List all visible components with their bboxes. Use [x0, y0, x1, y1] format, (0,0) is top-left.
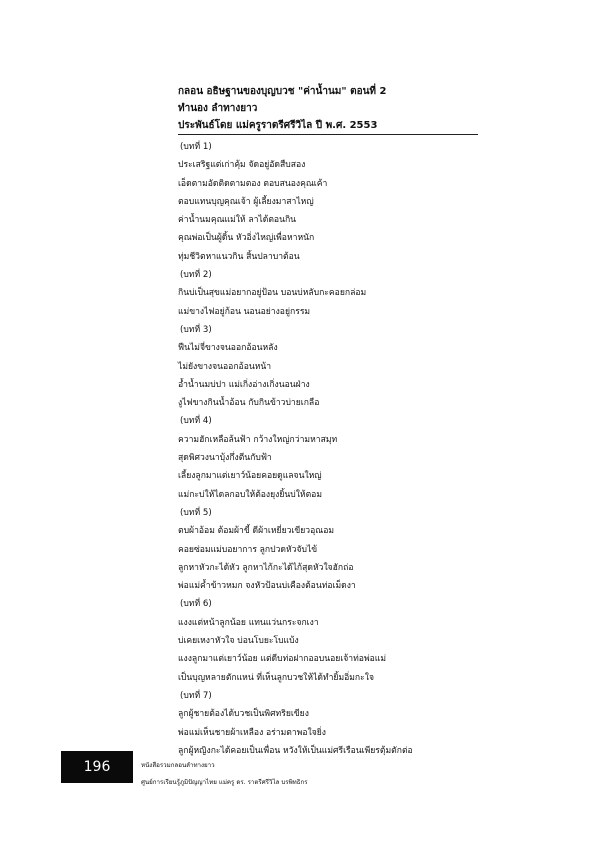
stanza-heading: (บทที่ 6)	[180, 599, 212, 610]
poem-line: ค่าน้ำนมคุณแม่ให้ ลาได้ตอนกิน	[178, 215, 297, 226]
stanza-heading: (บทที่ 4)	[180, 416, 212, 427]
poem-line: คอยซ่อมแม่บอยาการ ลูกปวดหัวจับไข้	[178, 544, 318, 555]
poem-body	[178, 138, 478, 760]
poem-line: บ่เคยเหงาหัวใจ บ่อนโบยะโบแบ้ง	[178, 636, 299, 647]
stanza-heading: (บทที่ 1)	[180, 142, 212, 152]
poem-line: แม่กะบ่ให้ไดลกอบให้ต้องยุงยิ้นบ่ให้ตอม	[178, 489, 322, 500]
poem-line: เลี้ยงลูกมาแต่เยาว์น้อยคอยดูแลจนใหญ่	[178, 471, 322, 482]
footer-book-title: หนังสือรวมกลอนลำทางยาว	[141, 762, 215, 769]
poem-line: ฟืนไม่จี่ขางจนออกอ้อนหลัง	[178, 343, 278, 354]
poem-line: ตบผ้าอ้อม ต้อมผ้าขี้ ดีผ้าเหยี่ยวเขียวอุณอม	[178, 526, 335, 537]
poem-line: ทุ่มชีวิตหาแนวกิน สิ้นปลาบาต้อน	[178, 251, 300, 262]
poem-line: พ่อแม่ค้ำข้าวหมก จงหัวป้อนบ่เคืองต้อนท่อเม็ดงา	[178, 581, 356, 592]
poem-line: แงงลูกมาแต่เยาว์น้อย แต่ดีบท่อฝากออบนอยเจ้าท่อพ่อแม่	[178, 654, 386, 665]
poem-line: ตอบแทนบุญคุณเจ้า ผู้เลี้ยงมาสาไหญ่	[178, 196, 314, 207]
poem-line: ลูกผู้ชายต้องได้บวชเป็นพิศทริยเขียง	[178, 709, 309, 720]
poem-header	[178, 83, 478, 135]
poem-melody: ทำนอง ลำทางยาว	[178, 103, 258, 114]
poem-line: งูไฟขางกินน้ำอ้อน กับกินข้าวบ่ายเกลือ	[178, 398, 320, 409]
poem-line: เอ็ดตามอัดติดตามตอง ตอบสนองคุณเค้า	[178, 178, 328, 189]
poem-line: อ้ำน้ำนมบ่ปา แม่เกิ่งอ่างเกิ่งนอนฝ่าง	[178, 379, 310, 390]
footer-publisher: ศูนย์การเรียนรู้ภูมิปัญญาไทย แม่ครู ดร. ราตรีศรีวิไล บรพิทธิกร	[141, 779, 308, 786]
poem-line: กินบ่เป็นสุขแม่อยากอยู่ป้อน บอนบ่หลับกะคอยกล่อม	[178, 288, 367, 299]
poem-line: ความฮักเหลือล้นฟ้า กว้างใหญ่กว่ามหาสมุท	[178, 434, 338, 445]
poem-line: ลูกผู้หญิงกะได้คอยเป็นเพื่อน หวังให้เป็นแม่ศรีเรือนเพียรตุ้มตักต่อ	[178, 745, 413, 756]
poem-line: ลูกหาหัวกะได้หัว ลูกหาไก้กะได้ไก้สุดหัวใจฮักถ่อ	[178, 562, 354, 573]
stanza-heading: (บทที่ 3)	[180, 324, 212, 335]
poem-line: สุดพิศวงนาบุ้งกึ่งตีนกับฟ้า	[178, 453, 272, 464]
poem-line: แงงแต่หน้าลูกน้อย แทนแว่นกระจกเงา	[178, 617, 319, 628]
stanza-heading: (บทที่ 7)	[180, 690, 212, 701]
poem-line: ประเสริฐแต่เก่าคุ้ม จัดอยู่อัดสืบสอง	[178, 160, 306, 171]
poem-line: พ่อแม่เห็นชายผ้าเหลือง อร่ามตาพอใจยิ่ง	[178, 727, 326, 738]
stanza-heading: (บทที่ 5)	[180, 507, 212, 518]
poem-line: คุณพ่อเป็นผู้ดิ้น หัวอิ่งไหญ่เพื่อหาหนัก	[178, 233, 315, 244]
poem-composer: ประพันธ์โดย แม่ครูราตรีศรีวิไล ปี พ.ศ. 2553	[178, 117, 478, 135]
page-number: 196	[61, 751, 133, 783]
page-footer	[141, 757, 308, 791]
poem-title: กลอน อธิษฐานของบุญบวช "ค่าน้ำนม" ตอนที่ 2	[178, 86, 387, 97]
poem-line: ไม่ยังขางจนออกอ้อนหน้า	[178, 361, 272, 372]
stanza-heading: (บทที่ 2)	[180, 270, 212, 281]
poem-line: แม่ขางไฟอยู่ก้อน นอนอย่างอยู่กรรม	[178, 306, 311, 317]
poem-line: เป็นบุญหลายตักแหน่ ที่เห็นลูกบวชให้ได้ทำยิ้มอิ่มกะใจ	[178, 672, 374, 683]
